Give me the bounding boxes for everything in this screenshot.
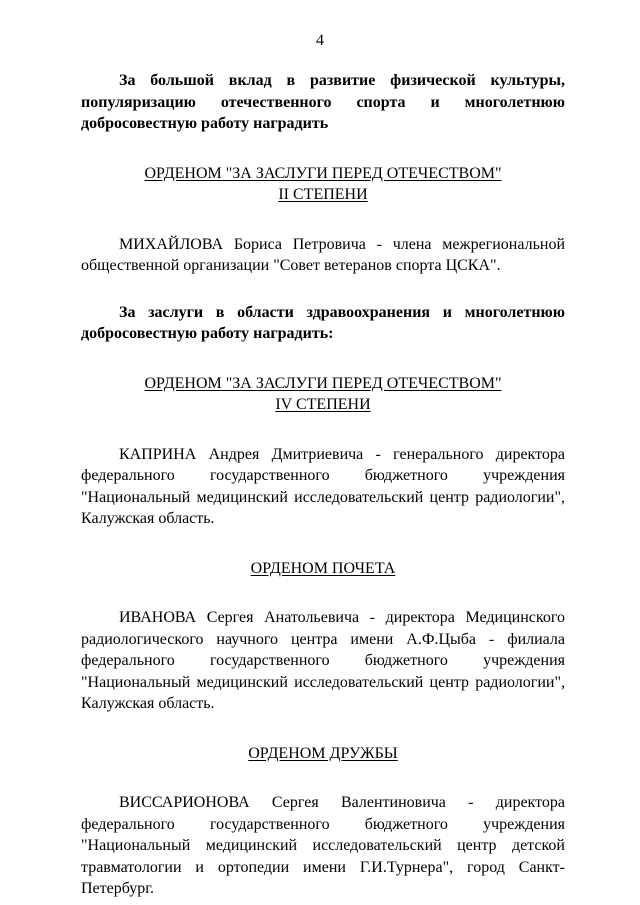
order-heading-line: ОРДЕНОМ "ЗА ЗАСЛУГИ ПЕРЕД ОТЕЧЕСТВОМ" — [144, 164, 502, 182]
recipient-kaprin: КАПРИНА Андрея Дмитриевича - генерального директора федерального государственного бюджетного учреждения "Национальный медицинский исследовательский центр радиологии", Калужская область. — [81, 445, 565, 527]
document-body — [81, 70, 565, 900]
award-intro-health: За заслуги в области здравоохранения и многолетнюю добросовестную работу наградить: — [81, 303, 565, 342]
order-heading-degree: IV СТЕПЕНИ — [275, 396, 371, 413]
order-heading-merit-2 — [81, 163, 565, 206]
order-heading-merit-4 — [81, 373, 565, 416]
page-number: 4 — [316, 32, 324, 49]
order-heading-friendship — [81, 743, 565, 765]
order-heading-line: ОРДЕНОМ "ЗА ЗАСЛУГИ ПЕРЕД ОТЕЧЕСТВОМ" — [144, 374, 502, 392]
recipient-ivanov: ИВАНОВА Сергея Анатольевича - директора Медицинского радиологического научного центра имени А.Ф.Цыба - филиала федерального государственного бюджетного учреждения "Национальный медицинский исследовательский центр радиологии", Калужская область. — [81, 609, 565, 712]
order-heading-line: ОРДЕНОМ ДРУЖБЫ — [248, 744, 398, 762]
award-intro-sport: За большой вклад в развитие физической культуры, популяризацию отечественного спорта и многолетнюю добросовестную работу наградить — [81, 72, 565, 132]
recipient-mikhailov: МИХАЙЛОВА Бориса Петровича - члена межрегиональной общественной организации "Совет ветеранов спорта ЦСКА". — [81, 235, 565, 274]
order-heading-degree: II СТЕПЕНИ — [278, 186, 368, 203]
recipient-vissarionov: ВИССАРИОНОВА Сергея Валентиновича - директора федерального государственного бюджетного учреждения "Национальный медицинский исследовательский центр детской травматологии и ортопедии имени Г.И.Турнера", город Санкт-Петербург. — [81, 794, 565, 897]
order-heading-honor — [81, 558, 565, 580]
order-heading-line: ОРДЕНОМ ПОЧЕТА — [250, 559, 396, 577]
